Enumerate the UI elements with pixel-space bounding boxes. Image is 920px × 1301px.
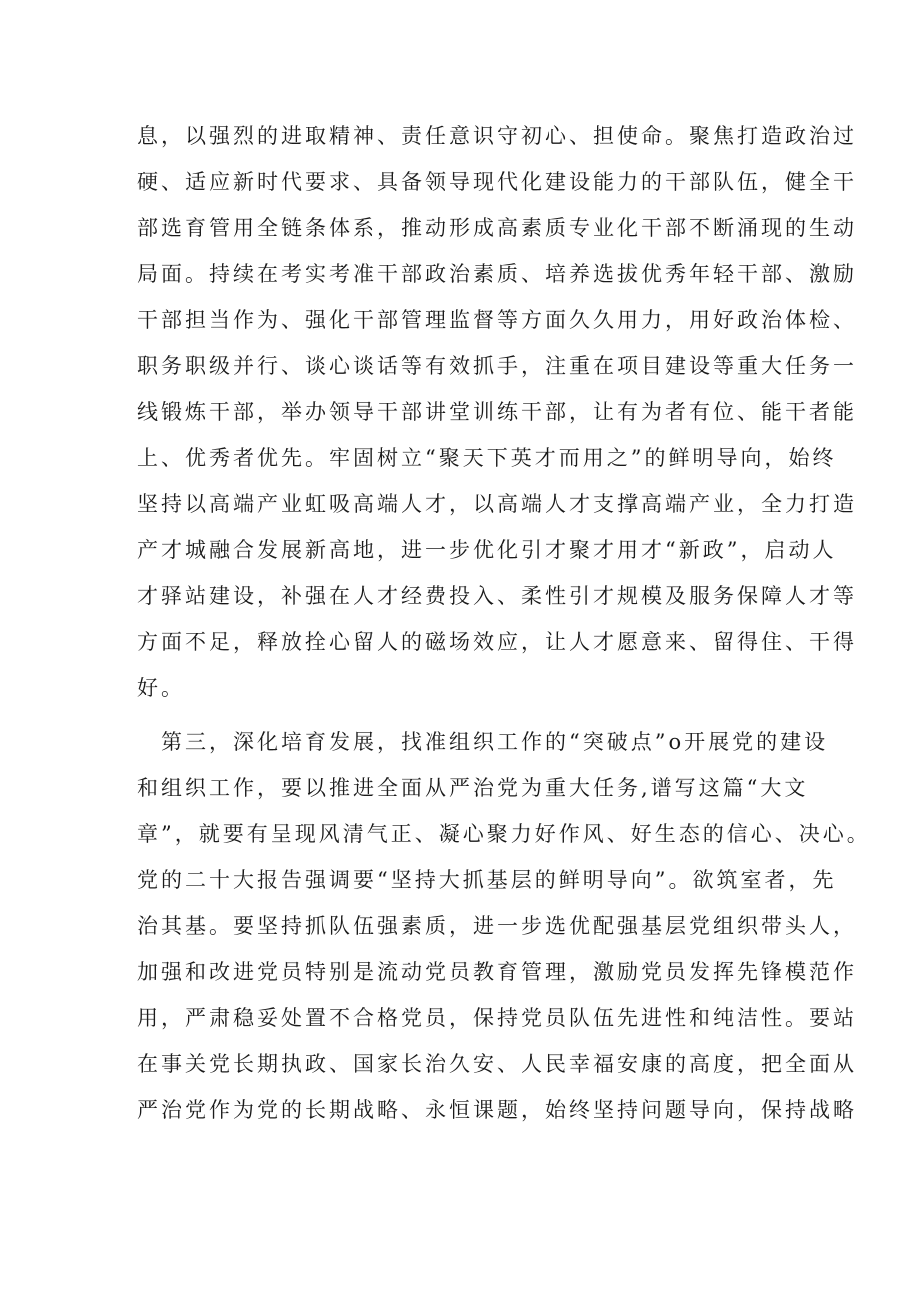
text-line: 加强和改进党员特别是流动党员教育管理，激励党员发挥先锋模范作 (137, 960, 857, 984)
text-line: 线锻炼干部，举办领导干部讲堂训练干部，让有为者有位、能干者能 (137, 400, 857, 424)
text-line: 和组织工作，要以推进全面从严治党为重大任务,谱写这篇“大文 (137, 776, 809, 800)
paragraph-2 (137, 719, 871, 1133)
paragraph-1 (137, 113, 857, 711)
text-line: 坚持以高端产业虹吸高端人才，以高端人才支撑高端产业，全力打造 (137, 492, 857, 516)
text-line: 章”，就要有呈现风清气正、凝心聚力好作风、好生态的信心、决心。 (137, 822, 871, 846)
text-line: 好。 (137, 676, 185, 700)
text-line: 干部担当作为、强化干部管理监督等方面久久用力，用好政治体检、 (137, 308, 857, 332)
text-line: 治其基。要坚持抓队伍强素质，进一步选优配强基层党组织带头人， (137, 914, 857, 938)
text-line: 硬、适应新时代要求、具备领导现代化建设能力的干部队伍，健全干 (137, 170, 857, 194)
text-line: 局面。持续在考实考准干部政治素质、培养选拔优秀年轻干部、激励 (137, 262, 857, 286)
text-line: 在事关党长期执政、国家长治久安、人民幸福安康的高度，把全面从 (137, 1052, 857, 1076)
text-line: 息，以强烈的进取精神、责任意识守初心、担使命。聚焦打造政治过 (137, 124, 857, 148)
text-line: 用，严肃稳妥处置不合格党员，保持党员队伍先进性和纯洁性。要站 (137, 1006, 857, 1030)
text-line: 产才城融合发展新高地，进一步优化引才聚才用才“新政”，启动人 (137, 538, 837, 562)
text-line: 党的二十大报告强调要“坚持大抓基层的鲜明导向”。欲筑室者，先 (137, 868, 837, 892)
text-line: 第三，深化培育发展，找准组织工作的“突破点”o开展党的建设 (137, 730, 829, 754)
text-line: 职务职级并行、谈心谈话等有效抓手，注重在项目建设等重大任务一 (137, 354, 857, 378)
text-line: 上、优秀者优先。牢固树立“聚天下英才而用之”的鲜明导向，始终 (137, 446, 837, 470)
text-line: 方面不足，释放拴心留人的磁场效应，让人才愿意来、留得住、干得 (137, 630, 857, 654)
text-line: 才驿站建设，补强在人才经费投入、柔性引才规模及服务保障人才等 (137, 584, 857, 608)
text-line: 严治党作为党的长期战略、永恒课题，始终坚持问题导向，保持战略 (137, 1098, 857, 1122)
text-line: 部选育管用全链条体系，推动形成高素质专业化干部不断涌现的生动 (137, 216, 857, 240)
